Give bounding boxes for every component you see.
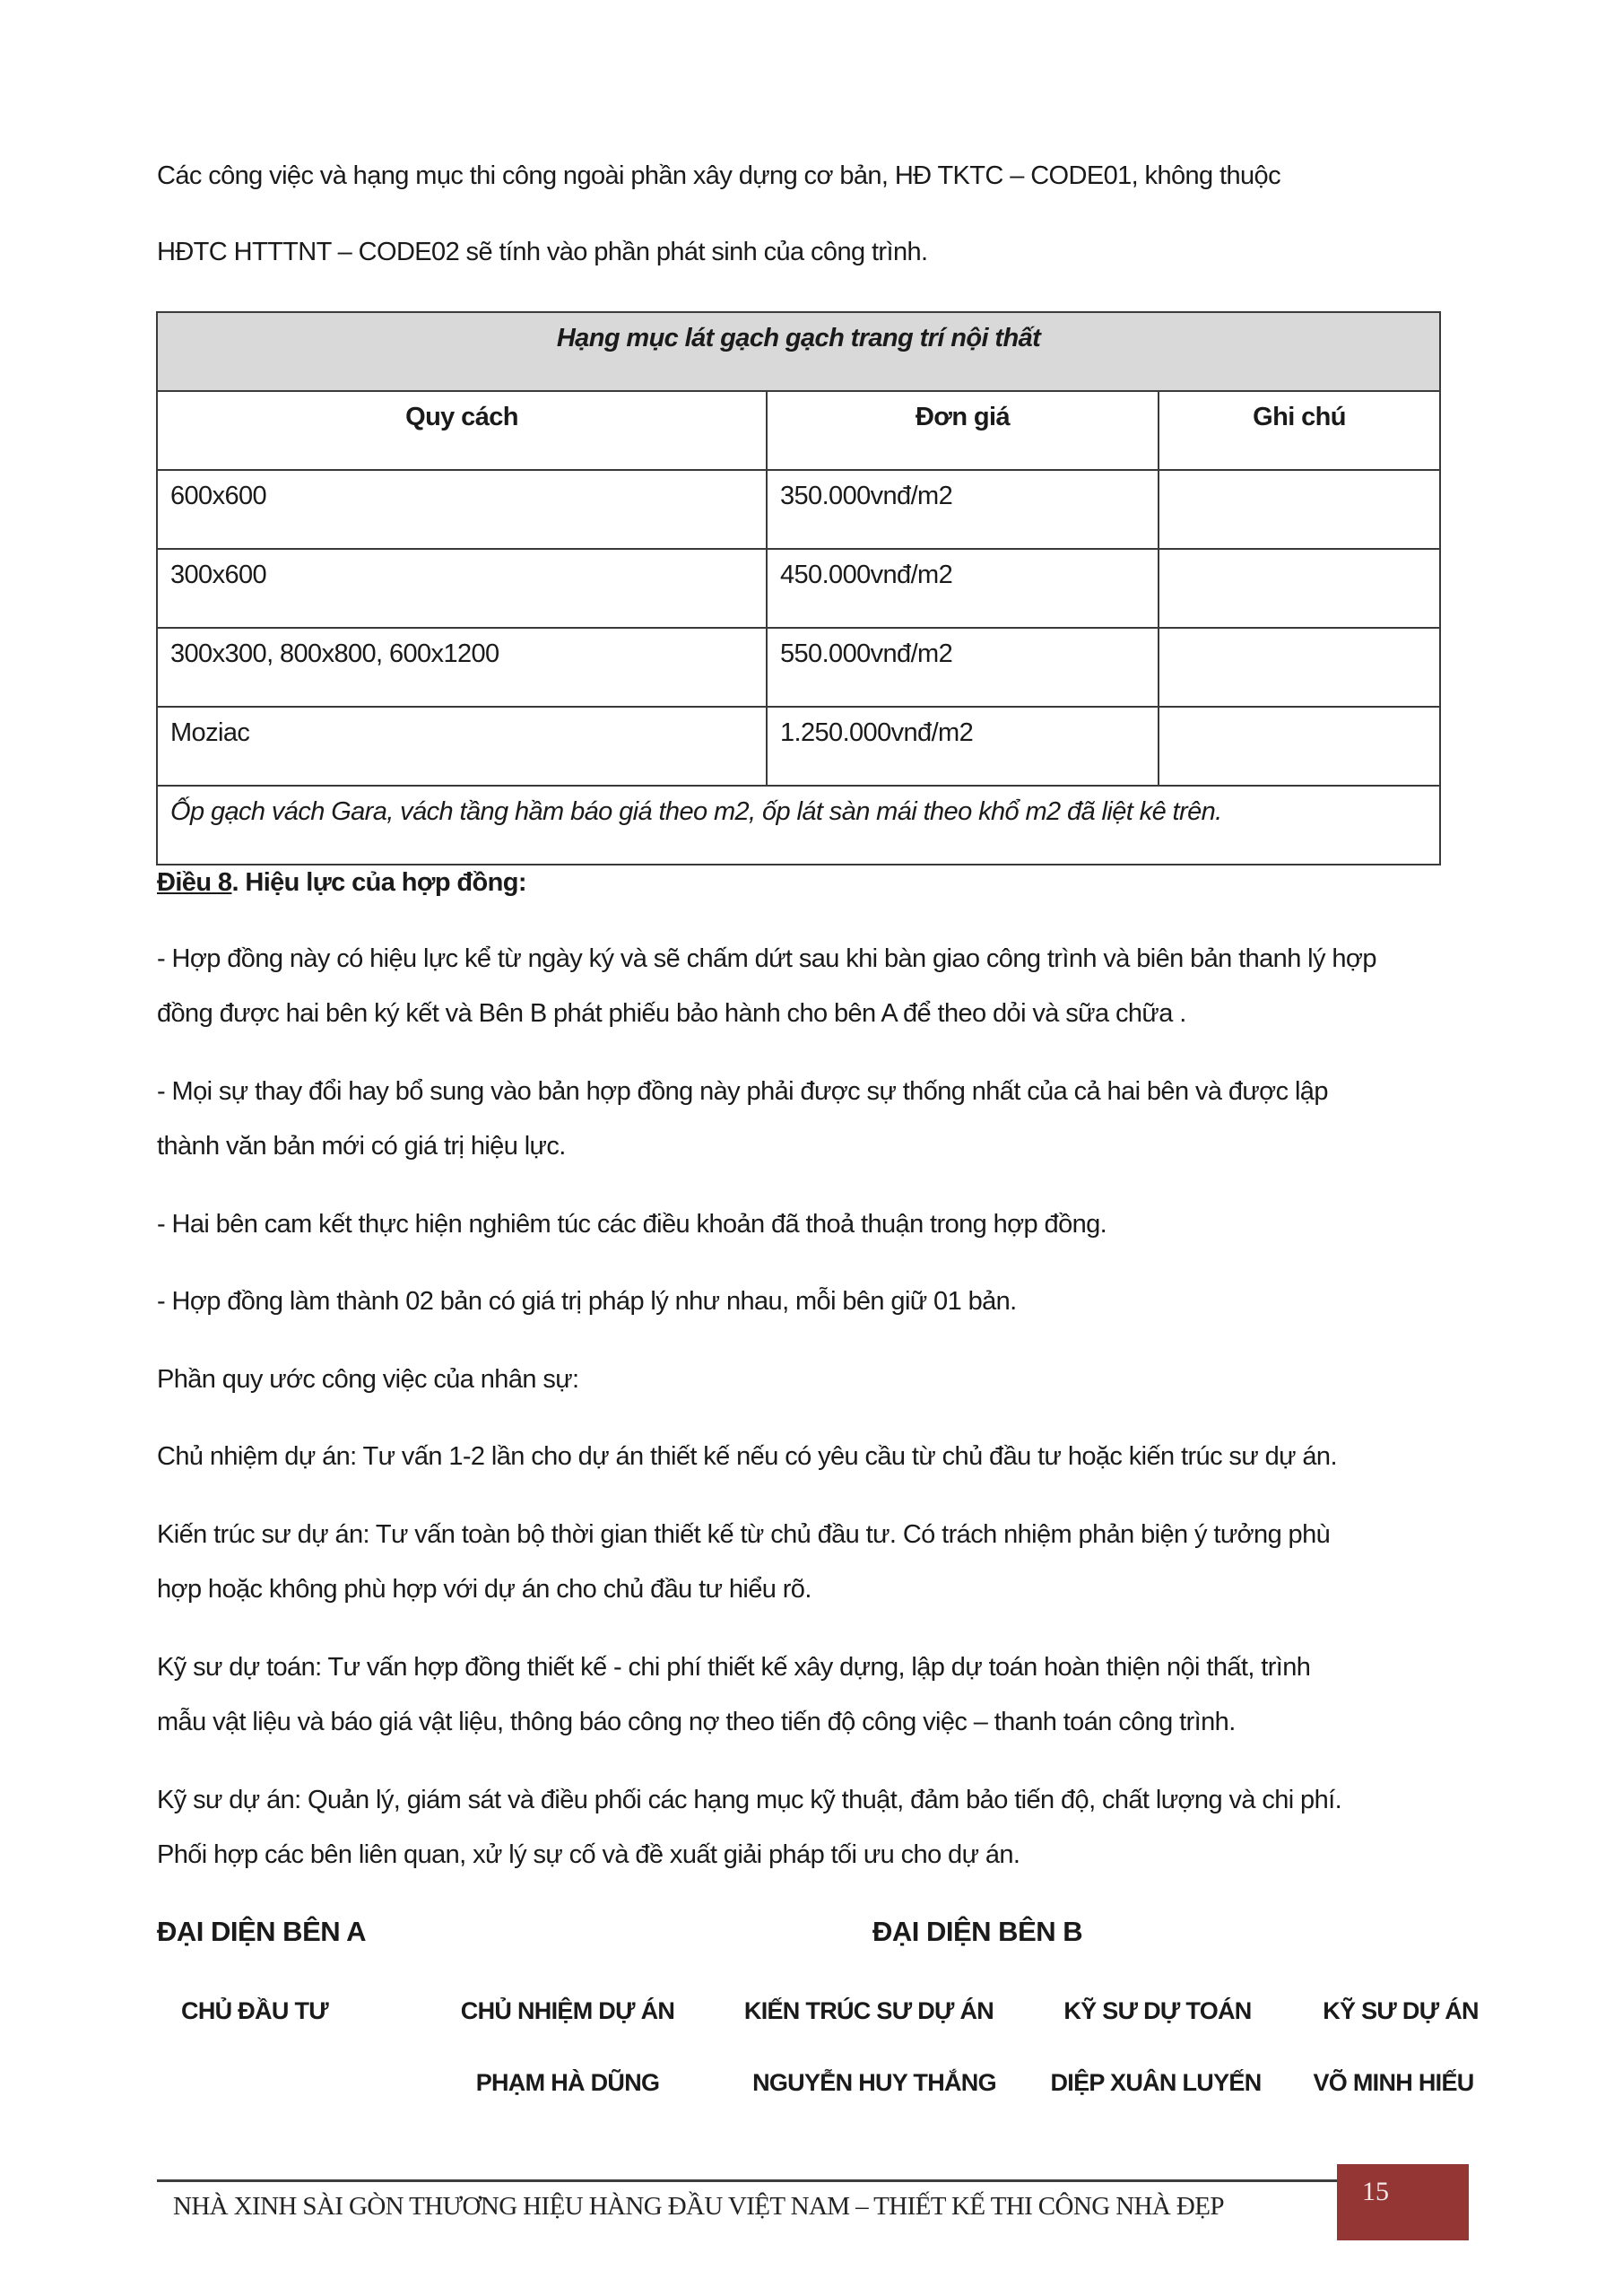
roles-heading: Phần quy ước công việc của nhân sự: bbox=[157, 1365, 579, 1394]
cell-note bbox=[1159, 549, 1440, 628]
role-estimator-line2: mẫu vật liệu và báo giá vật liệu, thông báo công nợ theo tiến độ công việc – thanh toán công trình. bbox=[157, 1708, 1236, 1736]
table-footnote: Ốp gạch vách Gara, vách tầng hầm báo giá theo m2, ốp lát sàn mái theo khổ m2 đã liệt kê trên. bbox=[157, 786, 1440, 865]
article-8-p1-line2: đồng được hai bên ký kết và Bên B phát phiếu bảo hành cho bên A để theo dỏi và sữa chữa . bbox=[157, 999, 1186, 1028]
table-caption: Hạng mục lát gạch gạch trang trí nội thất bbox=[157, 312, 1440, 391]
cell-note bbox=[1159, 707, 1440, 786]
signature-title-architect: KIẾN TRÚC SƯ DỰ ÁN bbox=[743, 1997, 994, 2024]
article-8-p2-line2: thành văn bản mới có giá trị hiệu lực. bbox=[157, 1132, 566, 1161]
article-8-p3: - Hai bên cam kết thực hiện nghiêm túc các điều khoản đã thoả thuận trong hợp đồng. bbox=[157, 1210, 1107, 1239]
cell-spec: 300x600 bbox=[157, 549, 767, 628]
header-note: Ghi chú bbox=[1159, 391, 1440, 470]
role-architect-line1: Kiến trúc sư dự án: Tư vấn toàn bộ thời gian thiết kế từ chủ đầu tư. Có trách nhiệm phản biện ý tưởng phù bbox=[157, 1520, 1331, 1549]
table-row bbox=[157, 470, 1440, 549]
cell-note bbox=[1159, 470, 1440, 549]
party-a-heading: ĐẠI DIỆN BÊN A bbox=[157, 1916, 366, 1947]
signature-title-estimator: KỸ SƯ DỰ TOÁN bbox=[1063, 1997, 1252, 2024]
cell-price: 350.000vnđ/m2 bbox=[767, 470, 1159, 549]
signature-name-project-manager: PHẠM HÀ DŨNG bbox=[475, 2069, 660, 2096]
article-8-heading bbox=[157, 866, 526, 899]
page-number-box bbox=[1337, 2164, 1469, 2240]
role-project-manager: Chủ nhiệm dự án: Tư vấn 1-2 lần cho dự án thiết kế nếu có yêu cầu từ chủ đầu tư hoặc kiến trúc sư dự án. bbox=[157, 1442, 1337, 1471]
party-b-heading: ĐẠI DIỆN BÊN B bbox=[872, 1916, 1083, 1947]
article-8-p2-line1: - Mọi sự thay đổi hay bổ sung vào bản hợp đồng này phải được sự thống nhất của cả hai bên và được lập bbox=[157, 1077, 1328, 1106]
role-estimator-line1: Kỹ sư dự toán: Tư vấn hợp đồng thiết kế - chi phí thiết kế xây dựng, lập dự toán hoàn thiện nội thất, trình bbox=[157, 1653, 1311, 1682]
signature-name-engineer: VÕ MINH HIẾU bbox=[1313, 2069, 1474, 2096]
cell-price: 1.250.000vnđ/m2 bbox=[767, 707, 1159, 786]
intro-line-1: Các công việc và hạng mục thi công ngoài phần xây dựng cơ bản, HĐ TKTC – CODE01, không thuộc bbox=[157, 161, 1280, 190]
cell-price: 550.000vnđ/m2 bbox=[767, 628, 1159, 707]
footer-text: NHÀ XINH SÀI GÒN THƯƠNG HIỆU HÀNG ĐẦU VIỆT NAM – THIẾT KẾ THI CÔNG NHÀ ĐẸP bbox=[173, 2192, 1224, 2221]
article-8-label: Điều 8 bbox=[157, 868, 232, 897]
cell-note bbox=[1159, 628, 1440, 707]
signature-title-engineer: KỸ SƯ DỰ ÁN bbox=[1323, 1997, 1479, 2024]
table-row bbox=[157, 628, 1440, 707]
article-8-title: . Hiệu lực của hợp đồng: bbox=[231, 868, 526, 897]
table-header-row bbox=[157, 391, 1440, 470]
page-number: 15 bbox=[1362, 2177, 1389, 2206]
cell-price: 450.000vnđ/m2 bbox=[767, 549, 1159, 628]
intro-line-2: HĐTC HTTTNT – CODE02 sẽ tính vào phần phát sinh của công trình. bbox=[157, 238, 928, 266]
role-engineer-line1: Kỹ sư dự án: Quản lý, giám sát và điều phối các hạng mục kỹ thuật, đảm bảo tiến độ, chất lượng và chi phí. bbox=[157, 1786, 1342, 1814]
tile-price-table bbox=[156, 311, 1441, 865]
footer-divider bbox=[157, 2179, 1337, 2182]
table-row bbox=[157, 707, 1440, 786]
article-8-p1-line1: - Hợp đồng này có hiệu lực kể từ ngày ký và sẽ chấm dứt sau khi bàn giao công trình và biên bản thanh lý hợp bbox=[157, 944, 1376, 973]
header-spec: Quy cách bbox=[157, 391, 767, 470]
cell-spec: 300x300, 800x800, 600x1200 bbox=[157, 628, 767, 707]
header-price: Đơn giá bbox=[767, 391, 1159, 470]
role-engineer-line2: Phối hợp các bên liên quan, xử lý sự cố và đề xuất giải pháp tối ưu cho dự án. bbox=[157, 1840, 1020, 1869]
signature-name-estimator: DIỆP XUÂN LUYẾN bbox=[1050, 2069, 1262, 2096]
cell-spec: 600x600 bbox=[157, 470, 767, 549]
role-architect-line2: hợp hoặc không phù hợp với dự án cho chủ đầu tư hiểu rõ. bbox=[157, 1575, 812, 1604]
signature-title-investor: CHỦ ĐẦU TƯ bbox=[181, 1997, 328, 2024]
cell-spec: Moziac bbox=[157, 707, 767, 786]
signature-name-architect: NGUYỄN HUY THẮNG bbox=[752, 2069, 996, 2096]
article-8-p4: - Hợp đồng làm thành 02 bản có giá trị pháp lý như nhau, mỗi bên giữ 01 bản. bbox=[157, 1287, 1017, 1316]
signature-title-project-manager: CHỦ NHIỆM DỰ ÁN bbox=[460, 1997, 675, 2024]
table-row bbox=[157, 549, 1440, 628]
